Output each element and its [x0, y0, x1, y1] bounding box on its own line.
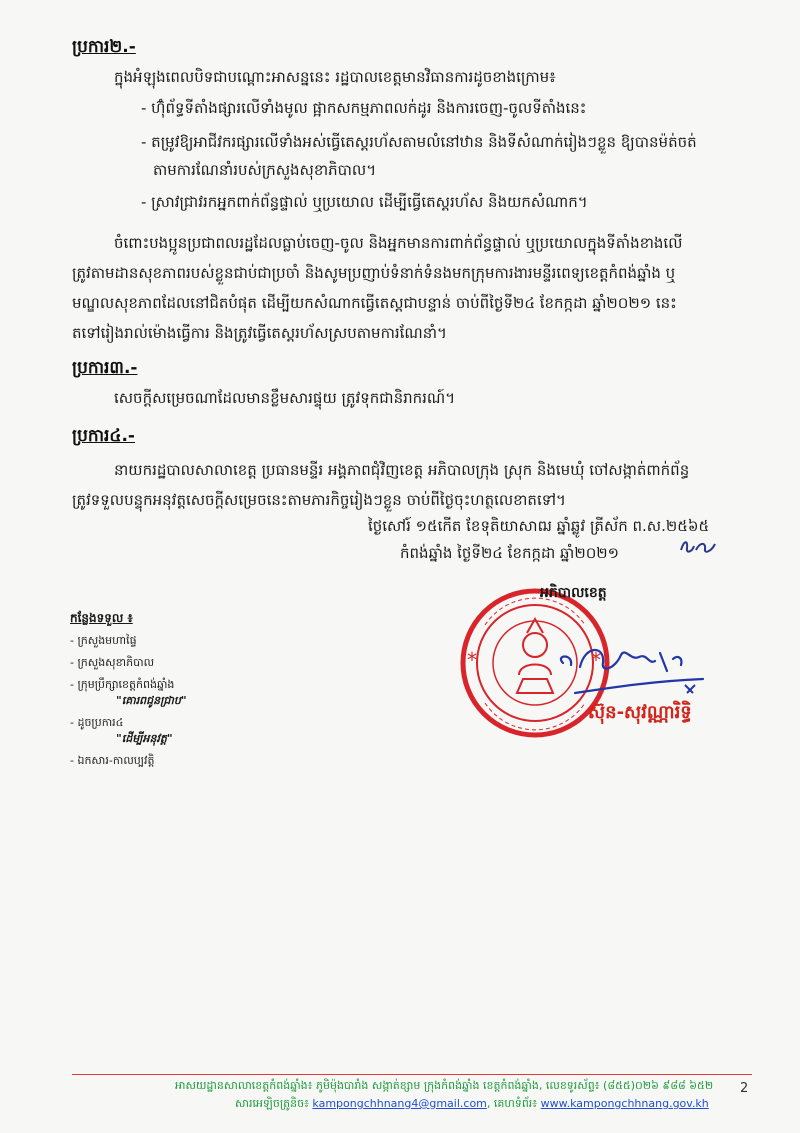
- footer-email-link[interactable]: kampongchhnang4@gmail.com: [312, 1097, 487, 1110]
- recipient-item: [70, 754, 270, 770]
- official-title: អភិបាលខេត្ត: [540, 585, 607, 601]
- svg-text:*: *: [467, 648, 477, 672]
- article-3-title: ប្រការ៣.-: [72, 358, 138, 378]
- article-2-line: ក្នុងអំឡុងពេលបិទជាបណ្តោះអាសន្ននេះ រដ្ឋបាលខេត្តមានវិធានការដូចខាងក្រោម៖: [114, 68, 556, 86]
- article-2-paragraph-line: មណ្ឌលសុខភាពដែលនៅជិតបំផុត ដើម្បីយកសំណាកធ្វើតេស្តជាបន្ទាន់ ចាប់ពីថ្ងៃទី២៤ ខែកក្កដា ឆ្នាំ២០២១ នេះ: [72, 294, 677, 312]
- footer-address: អាសយដ្ឋានសាលាខេត្តកំពង់ឆ្នាំង៖ ភូមិម៉ុងបារាំង សង្កាត់ខ្សាម ក្រុងកំពង់ឆ្នាំង ខេត្តកំពង់ឆ្នាំង, លេខទូរស័ព្ទ៖ (៨៥៥)០២៦ ៩៨៨ ៦៥២: [175, 1079, 714, 1092]
- article-2-paragraph-line: ចំពោះបងប្អូនប្រជាពលរដ្ឋដែលធ្លាប់ចេញ-ចូល និងអ្នកមានការពាក់ព័ន្ធផ្ទាល់ ឬប្រយោលក្នុងទីតាំងខាងលើ: [114, 234, 683, 252]
- handwritten-signature: [561, 650, 703, 693]
- recipient-label: - ក្រសួងមហាផ្ទៃ: [70, 634, 137, 647]
- svg-text:*: *: [591, 648, 601, 672]
- article-3-line: សេចក្តីសម្រេចណាដែលមានខ្លឹមសារផ្ទុយ ត្រូវទុកជានិរាករណ៍។: [114, 389, 456, 407]
- official-seal-icon: [463, 591, 607, 735]
- article-2-title: ប្រការ២.-: [72, 37, 136, 57]
- article-2-bullet: - ស្រាវជ្រាវរកអ្នកពាក់ព័ន្ធផ្ទាល់ ឬប្រយោល ដើម្បីធ្វើតេស្តរហ័ស និងយកសំណាក។: [141, 193, 588, 211]
- article-2-bullet: - ហ៊ុំព័ទ្ធទីតាំងផ្សារលើទាំងមូល ផ្អាកសកម្មភាពលក់ដូរ និងការចេញ-ចូលទីតាំងនេះ: [141, 99, 587, 117]
- article-2-paragraph-line: ត្រូវតាមដានសុខភាពរបស់ខ្លួនជាប់ជាប្រចាំ និងសូមប្រញាប់ទំនាក់ទំនងមកក្រុមការងារមន្ទីរពេទ្យខេត្តកំពង់ឆ្នាំង ឬ: [72, 264, 676, 282]
- footer-website-link[interactable]: www.kampongchhnang.gov.kh: [540, 1097, 709, 1110]
- article-4-line: ត្រូវទទួលបន្ទុកអនុវត្តសេចក្តីសម្រេចនេះតាមភារកិច្ចរៀងៗខ្លួន ចាប់ពីថ្ងៃចុះហត្ថលេខាតទៅ។: [72, 491, 566, 509]
- recipient-item: [70, 716, 270, 748]
- recipient-note: "ដើម្បីអនុវត្ត": [116, 732, 173, 745]
- solar-date: កំពង់ឆ្នាំង ថ្ងៃទី២៤ ខែកក្កដា ឆ្នាំ២០២១: [400, 544, 620, 562]
- article-2-bullet: - តម្រូវឱ្យអាជីវករផ្សារលើទាំងអស់ធ្វើតេស្តរហ័សតាមលំនៅឋាន និងទីសំណាក់រៀងៗខ្លួន ឱ្យបានម៉ត់ចត់: [141, 133, 697, 151]
- recipient-item: [70, 678, 270, 710]
- lunar-date: ថ្ងៃសៅរ៍ ១៥កើត ខែទុតិយាសាឍ ឆ្នាំឆ្លូវ ត្រីស័ក ព.ស.២៥៦៥: [368, 517, 710, 535]
- recipient-item: [70, 634, 270, 650]
- recipient-label: - ដូចប្រការ៤: [70, 716, 124, 729]
- footer-web-label: , គេហទំព័រ៖: [486, 1097, 538, 1110]
- recipient-label: - ឯកសារ-កាលប្បវត្តិ: [70, 754, 155, 767]
- footer-contact: [235, 1097, 709, 1113]
- footer-email-label: សារអេឡិចត្រូនិច៖: [235, 1097, 309, 1110]
- handwritten-date-mark: [678, 536, 718, 558]
- article-2-bullet-continuation: តាមការណែនាំរបស់ក្រសួងសុខាភិបាល។: [153, 161, 377, 179]
- recipients-title: កន្លែងទទួល ៖: [70, 611, 133, 625]
- recipients-list: [70, 610, 270, 776]
- article-2-paragraph-line: តទៅរៀងរាល់ម៉ោងធ្វើការ និងត្រូវធ្វើតេស្តរហ័សស្របតាមការណែនាំ។: [72, 324, 447, 342]
- recipient-label: - ក្រុមប្រឹក្សាខេត្តកំពង់ឆ្នាំង: [70, 678, 175, 691]
- recipient-note: "គោរពជូនជ្រាប": [116, 694, 187, 707]
- footer-divider: [72, 1074, 752, 1075]
- article-4-title: ប្រការ៤.-: [72, 426, 135, 446]
- signer-name: ស៊ុន-សុវណ្ណារិទ្ធិ: [588, 702, 692, 723]
- recipient-label: - ក្រសួងសុខាភិបាល: [70, 656, 155, 669]
- article-4-line: នាយករដ្ឋបាលសាលាខេត្ត ប្រធានមន្ទីរ អង្គភាពជុំវិញខេត្ត អភិបាលក្រុង ស្រុក និងមេឃុំ ចៅសង្កាត់ពាក់ព័ន្ធ: [114, 461, 690, 479]
- page-number: 2: [740, 1081, 749, 1096]
- recipient-item: [70, 656, 270, 672]
